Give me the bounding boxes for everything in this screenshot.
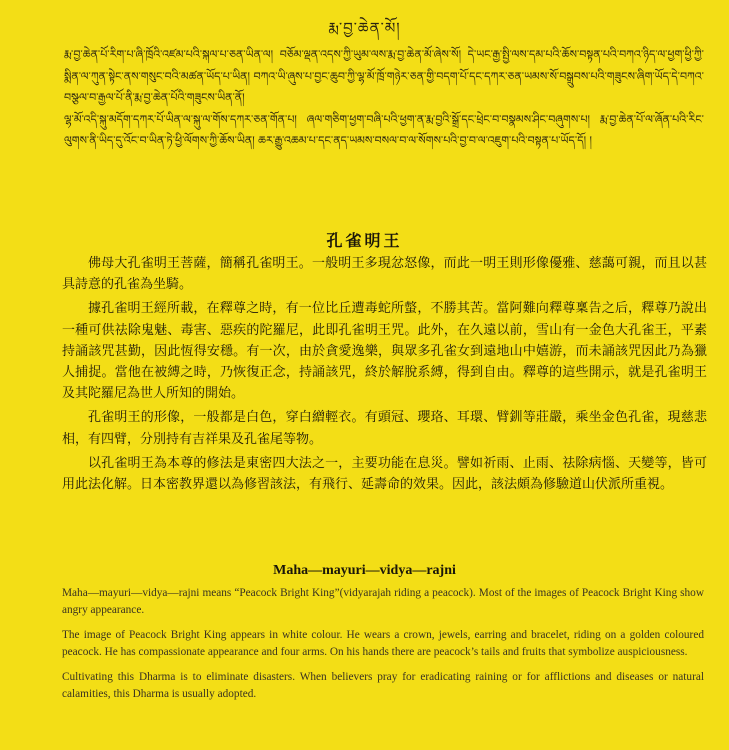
english-paragraph: Maha—mayuri—vidya—rajni means “Peacock Bright King”(vidyarajah riding a peacock). Most of the images of Peacock Bright King show angry appearance.	[62, 587, 704, 617]
chinese-paragraph: 孔雀明王的形像，一般都是白色，穿白繒輕衣。有頭冠、瓔珞、耳環、臂釧等莊嚴，乘坐金色孔雀，現慈悲相，有四臂，分別持有吉祥果及孔雀尾等物。	[62, 410, 707, 447]
english-text	[62, 585, 704, 710]
chinese-paragraph: 以孔雀明王為本尊的修法是東密四大法之一，主要功能在息災。譬如祈雨、止雨、祛除病惱、天變等，皆可用此法化解。日本密教界還以為修習該法，有飛行、延壽命的效果。因此，該法頗為修驗道山伏派所重視。	[62, 455, 707, 493]
tibetan-paragraph: ལྷ་མོ་འདི་སྐུ་མདོག་དཀར་པོ་ཡིན་ལ་སྐུ་ལ་གོས་དཀར་ཅན་གོན་པ། ཞལ་གཅིག་ཕྱག་བཞི་པའི་ཕྱག་ན་རྨ་བྱའི་སྒྲོ་དང་ཕྲེང་བ་བསྣམས་ཤིང་བཞུགས་པ། རྨ་བྱ་ཆེན་པོ་ལ་ཞོན་པའི་རིང་ལུགས་ནི་ཡིད་དུ་འོང་བ་ཡིན་ཏེ་ཕྱི་ལོགས་ཀྱི་ཆོས་ཡིན། ཆར་རྒྱུ་འཆམ་པ་དང་ནད་ཡམས་བསལ་བ་ལ་སོགས་པའི་བྱ་བ་ལ་འཇུག་པའི་བསྟན་པ་ཡོད་དོ། །	[64, 112, 704, 147]
tibetan-title: རྨ་བྱ་ཆེན་མོ།	[328, 19, 401, 37]
chinese-paragraph: 佛母大孔雀明王菩薩，簡稱孔雀明王。一般明王多現忿怒像，而此一明王則形像優雅、慈藹可親，而且以甚具詩意的孔雀為坐騎。	[62, 256, 707, 293]
tibetan-paragraph: རྨ་བྱ་ཆེན་པོ་རིག་པ་ཞི་ཁྲོའི་འཛམ་པའི་སྐལ་པ་ཅན་ཡིན་ལ། བཅོམ་ལྡན་འདས་ཀྱི་ཡུམ་ལས་རྨ་བྱ་ཆེན་མོ་ཞེས་སོ། དེ་ཡང་རྒྱ་སྤྱི་ལས་དམ་པའི་ཆོས་བསྟན་པའི་བཀའ་ཉིད་ལ་ཕྱག་ཕྱི་ཀྱི་སྨིན་ལ་ཀུན་སྟེང་ནས་གསུང་བའི་མཚན་ཡོད་པ་ཡིན། བཀའ་ཡི་ཞུས་པ་བྱང་ཆུབ་ཀྱི་ལྷ་མོ་ཁྲོ་གཉེར་ཅན་གྱི་བདག་པོ་དང་དཀར་ཅན་ཡམས་སོ་བསྒྲུབས་པའི་གཟུངས་ཞིག་ཡོད་དེ་བཀའ་བསྩལ་བ་རྒྱལ་པོ་ནི་རྨ་བྱ་ཆེན་པོའི་གཟུངས་ཡིན་ནོ།	[64, 48, 704, 104]
english-title: Maha—mayuri—vidya—rajni	[273, 563, 456, 578]
english-paragraph: Cultivating this Dharma is to eliminate disasters. When believers pray for eradicating raining or for afflictions and diseases or natural calamities, this Dharma is usually adopted.	[62, 670, 704, 701]
chinese-title: 孔雀明王	[326, 231, 403, 250]
chinese-paragraph: 據孔雀明王經所載，在釋尊之時，有一位比丘遭毒蛇所螫，不勝其苦。當阿難向釋尊稟告之后，釋尊乃說出一種可供祛除鬼魅、毒害、惡疾的陀羅尼，此即孔雀明王咒。此外，在久遠以前，雪山有一金色大孔雀王，平素持誦該咒甚勤，因此恆得安穩。有一次，由於貪愛逸樂，與眾多孔雀女到遠地山中嬉游，而未誦該咒因此乃為獵人捕捉。當他在被縛之時，乃恢復正念，持誦該咒，終於解脫系縛，得到自由。釋尊的這些開示，就是孔雀明王及其陀羅尼為世人所知的開始。	[62, 301, 707, 402]
chinese-text	[62, 253, 707, 498]
tibetan-text	[64, 44, 704, 152]
english-paragraph: The image of Peacock Bright King appears in white colour. He wears a crown, jewels, earring and bracelet, riding on a golden coloured peacock. He has compassionate appearance and four arms. On his hands there are peacock’s tails and fruits that symbolize auspiciousness.	[62, 628, 704, 659]
